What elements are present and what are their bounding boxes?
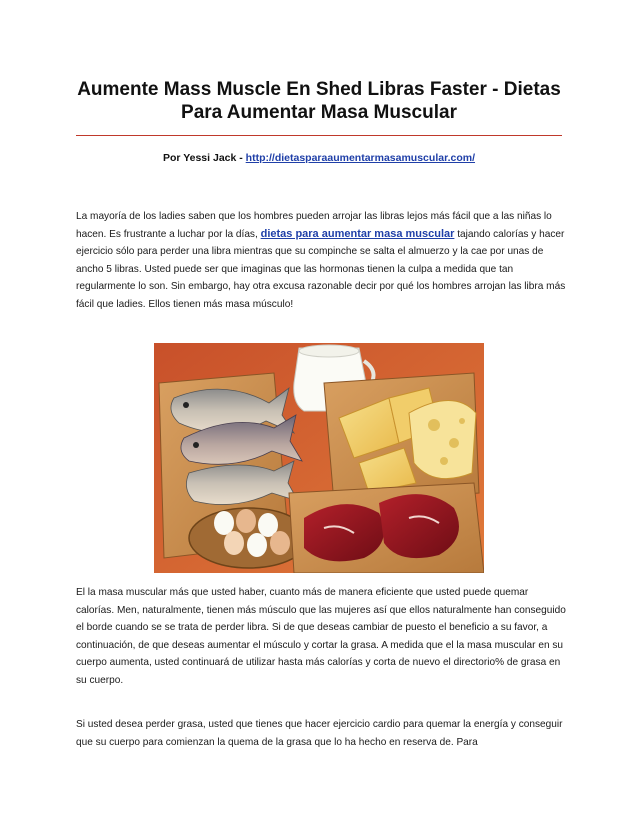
document-title: Aumente Mass Muscle En Shed Libras Faster - Dietas Para Aumentar Masa Muscular: [77, 79, 561, 123]
paragraph-1-text-after: tajando calorías y hacer ejercicio sólo para perder una libra mientras que su compinche se salta el almuerzo y la cae por unas de ancho 5 libras. Usted puede ser que imaginas que las hormonas tienen la culpa a medida que tan regularmente lo son. Sin embargo, hay otra excusa razonable decir por qué los hombres arrojan las libra más fácil que ladies. Ellos tienen más masa músculo!: [76, 228, 566, 310]
paragraph-3: Si usted desea perder grasa, usted que tienes que hacer ejercicio cardio para quemar la energía y conseguir que su cuerpo para comienzan la quema de la grasa que lo ha hecho en reserva de. Para: [76, 719, 563, 748]
title-divider: [76, 135, 562, 136]
byline-prefix: Por Yessi Jack -: [162, 152, 246, 164]
food-photo-illustration: [154, 343, 484, 573]
food-photo: [154, 343, 484, 573]
paragraph-1-text-before: La mayoría de los ladies saben que los hombres pueden arrojar las libras lejos más fácil que a las niñas lo hacen. Es frustrante a luchar por la días,: [76, 211, 552, 240]
byline-link[interactable]: http://dietasparaaumentarmasamuscular.com/: [245, 152, 476, 164]
paragraph-2: El la masa muscular más que usted haber, cuanto más de manera eficiente que usted puede quemar calorías. Men, naturalmente, tienen más músculo que las mujeres así que ellos naturalmente han conseguido el borde cuando se se trata de perder libra. Si de que deseas cambiar de puesto el beneficio a su favor, a continuación, de que deseas aumentar el músculo y cortar la grasa. A medida que el la masa muscular en su cuerpo aumenta, usted continuará de utilizar hasta más calorías y corta de nuevo el directorio% de grasa en su cuerpo.: [76, 587, 566, 686]
paragraph-1: [76, 208, 566, 313]
byline: [76, 152, 562, 164]
diet-link[interactable]: dietas para aumentar masa muscular: [260, 227, 455, 240]
